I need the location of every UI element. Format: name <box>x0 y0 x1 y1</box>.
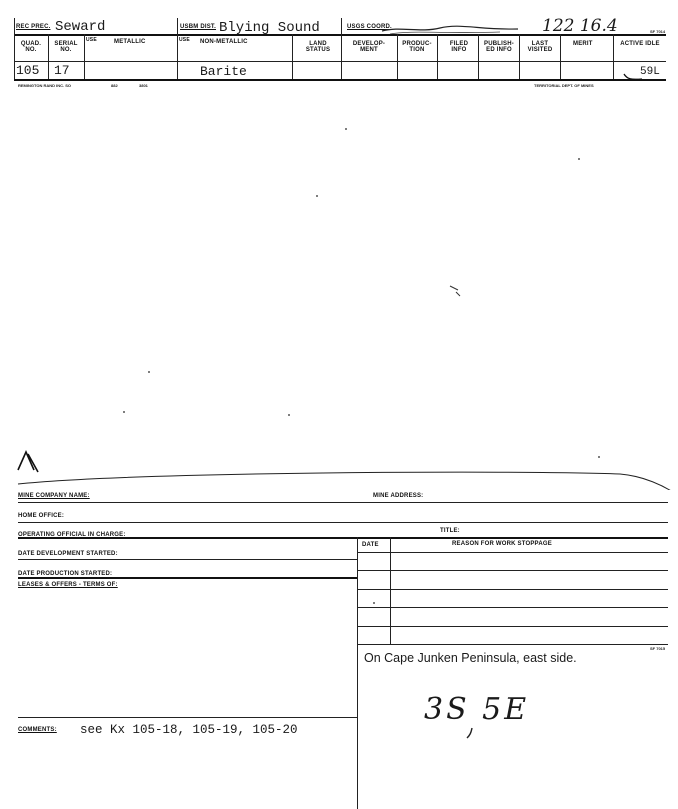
scan-speck <box>373 602 375 604</box>
col-divider <box>519 34 520 79</box>
date-column-divider <box>390 537 391 644</box>
form-number-bottom: SF 7015 <box>650 646 666 651</box>
reason-header: REASON FOR WORK STOPPAGE <box>452 541 552 547</box>
col-header-published-info: PUBLISH-ED INFO <box>484 41 514 53</box>
col-divider <box>48 34 49 79</box>
table-left-border <box>357 537 358 809</box>
col-header-filed-info: FILED INFO <box>449 41 469 53</box>
township-range-note: 3S 5E <box>424 692 530 727</box>
col-divider <box>613 34 614 79</box>
col-divider <box>478 34 479 79</box>
usbm-dist-value: Blying Sound <box>219 20 320 36</box>
printer-code-b: 3801 <box>139 83 148 88</box>
scan-speck <box>345 128 347 130</box>
col-divider <box>14 18 15 79</box>
col-divider <box>292 34 293 79</box>
scan-mark <box>448 284 462 298</box>
col-header-production: PRODUC-TION <box>402 41 432 53</box>
rule-company <box>18 502 668 503</box>
col-divider <box>341 18 342 79</box>
location-note: On Cape Junken Peninsula, east side. <box>364 651 577 665</box>
rule-development <box>18 559 357 560</box>
usbm-dist-label: USBM DIST. <box>180 24 217 30</box>
leases-offers-label: LEASES & OFFERS - TERMS OF: <box>18 582 118 588</box>
rule-operating <box>18 537 668 539</box>
table-row-rule <box>357 626 668 627</box>
scan-speck <box>148 371 150 373</box>
col-divider <box>560 34 561 79</box>
active-idle-value: 59L <box>640 66 660 78</box>
scan-speck <box>578 158 580 160</box>
col-divider <box>177 18 178 79</box>
usgs-coord-label: USGS COORD. <box>347 24 392 30</box>
comments-text: see Kx 105-18, 105-19, 105-20 <box>80 723 298 737</box>
table-row-rule <box>357 607 668 608</box>
top-rule <box>14 34 666 36</box>
col-header-last-visited: LAST VISITED <box>527 41 553 53</box>
check-mark <box>622 70 644 82</box>
table-row-rule <box>357 644 668 645</box>
col-header-serial: SERIAL NO. <box>54 41 78 53</box>
col-divider <box>397 34 398 79</box>
col-header-metallic: METALLIC <box>114 39 146 45</box>
row-rule <box>14 61 666 62</box>
top-card <box>0 0 678 100</box>
serial-number: 17 <box>54 63 70 78</box>
table-row-rule <box>357 589 668 590</box>
col-header-use-a: USE <box>86 37 97 43</box>
col-divider <box>437 34 438 79</box>
table-header-rule <box>357 552 668 553</box>
col-header-development: DEVELOP-MENT <box>352 41 386 53</box>
scan-speck <box>288 414 290 416</box>
scan-speck <box>316 195 318 197</box>
non-metallic-commodity: Barite <box>200 64 247 79</box>
col-header-use-b: USE <box>179 37 190 43</box>
operating-official-label: OPERATING OFFICIAL IN CHARGE: <box>18 532 126 538</box>
rule-comments <box>18 717 357 718</box>
printer-line: REMINGTON RAND INC. SO <box>18 83 72 88</box>
table-row-rule <box>357 570 668 571</box>
comments-label: COMMENTS: <box>18 727 57 733</box>
home-office-label: HOME OFFICE: <box>18 513 65 519</box>
date-production-label: DATE PRODUCTION STARTED: <box>18 571 113 577</box>
note-comma <box>466 726 476 740</box>
usgs-coord-value: 122 16.4 <box>542 16 618 36</box>
form-number-top: SF 7014 <box>650 29 666 34</box>
col-header-non-metallic: NON-METALLIC <box>200 39 248 45</box>
quad-number: 105 <box>16 63 40 78</box>
mine-company-name-label: MINE COMPANY NAME: <box>18 493 90 499</box>
bottom-card <box>0 440 678 809</box>
col-header-quad: QUAD. NO. <box>20 41 42 53</box>
rec-prec-label: REC PREC. <box>16 24 51 30</box>
department-line: TERRITORIAL DEPT. OF MINES <box>534 83 594 88</box>
col-divider <box>84 34 85 79</box>
scan-speck <box>123 411 125 413</box>
mine-address-label: MINE ADDRESS: <box>373 493 424 499</box>
rule-home-office <box>18 522 668 523</box>
date-development-label: DATE DEVELOPMENT STARTED: <box>18 551 118 557</box>
col-header-merit: MERIT <box>573 41 593 47</box>
date-header: DATE <box>362 542 379 548</box>
top-edge-curve <box>14 450 678 490</box>
title-label: TITLE: <box>440 528 460 534</box>
col-header-land-status: LAND STATUS <box>305 41 331 53</box>
rule-production <box>18 577 357 579</box>
bottom-rule <box>14 79 666 81</box>
col-header-active-idle: ACTIVE IDLE <box>620 41 660 47</box>
rec-prec-value: Seward <box>55 19 106 35</box>
printer-code-a: 882 <box>111 83 118 88</box>
